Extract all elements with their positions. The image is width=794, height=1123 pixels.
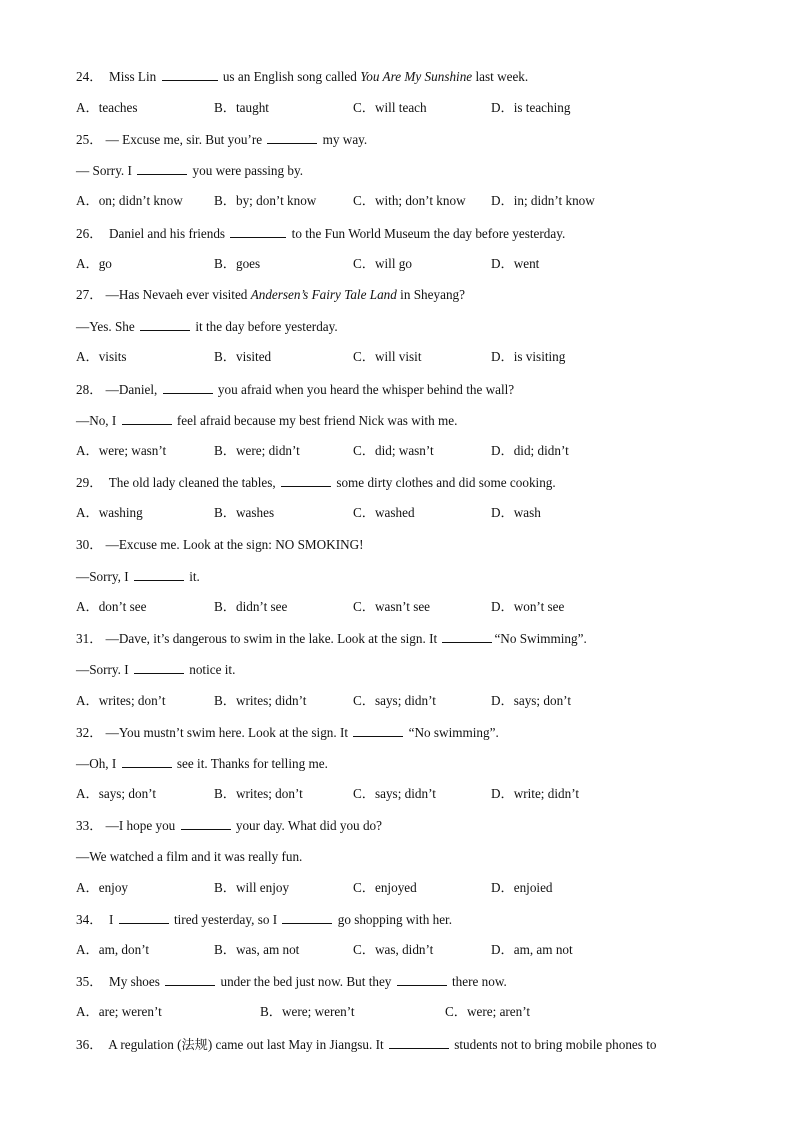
answer-blank — [119, 911, 169, 924]
answer-blank — [442, 630, 492, 643]
question-text: feel afraid because my best friend Nick was with me. — [176, 413, 458, 428]
question-text: —You mustn’t swim here. Look at the sign. It — [105, 725, 349, 740]
question-text: —Oh, I — [76, 756, 117, 771]
option-a: A．go — [76, 256, 112, 271]
question-28-reply — [76, 412, 457, 429]
option-a: A．visits — [76, 349, 127, 364]
option-a: A．am, don’t — [76, 942, 150, 957]
question-28 — [76, 381, 514, 398]
option-c: C．will teach — [353, 100, 427, 115]
option-b: B．writes; didn’t — [214, 693, 307, 708]
option-d: D．won’t see — [491, 599, 565, 614]
answer-blank — [122, 412, 172, 425]
option-c: C．did; wasn’t — [353, 443, 434, 458]
option-a: A．don’t see — [76, 599, 147, 614]
question-text: —Sorry. I — [76, 662, 129, 677]
answer-blank — [281, 474, 331, 487]
option-d: D．says; don’t — [491, 693, 571, 708]
option-b: B．writes; don’t — [214, 786, 303, 801]
answer-blank — [165, 973, 215, 986]
option-c: C．enjoyed — [353, 880, 417, 895]
question-number: 31． — [76, 631, 103, 646]
question-number: 32． — [76, 725, 103, 740]
question-text: go shopping with her. — [337, 912, 453, 927]
question-text: — Sorry. I — [76, 163, 132, 178]
answer-blank — [163, 381, 213, 394]
question-number: 25． — [76, 132, 103, 147]
answer-blank — [140, 318, 190, 331]
option-c: C．says; didn’t — [353, 693, 436, 708]
question-text: A regulation (法规) came out last May in Jiangsu. It — [108, 1037, 384, 1052]
question-25-reply — [76, 162, 303, 179]
answer-blank — [397, 973, 447, 986]
question-32-reply — [76, 755, 328, 772]
question-number: 28． — [76, 382, 103, 397]
question-31-reply — [76, 661, 235, 678]
question-text: it. — [189, 569, 200, 584]
option-d: D．is visiting — [491, 349, 566, 364]
question-number: 35． — [76, 974, 103, 989]
question-text: —No, I — [76, 413, 117, 428]
option-a: A．says; don’t — [76, 786, 156, 801]
question-text: notice it. — [189, 662, 236, 677]
option-a: A．on; didn’t know — [76, 193, 183, 208]
option-b: B．didn’t see — [214, 599, 288, 614]
question-number: 24． — [76, 69, 103, 84]
question-text: —Excuse me. Look at the sign: NO SMOKING! — [105, 537, 364, 552]
question-text: Daniel and his friends — [108, 226, 226, 241]
question-31 — [76, 630, 587, 647]
question-text: it the day before yesterday. — [195, 319, 338, 334]
question-text: last week. — [475, 69, 529, 84]
option-b: B．goes — [214, 256, 261, 271]
question-24 — [76, 68, 528, 85]
question-33 — [76, 817, 382, 834]
answer-blank — [134, 661, 184, 674]
option-d: D．am, am not — [491, 942, 573, 957]
question-text: “No swimming”. — [408, 725, 499, 740]
question-text: —Dave, it’s dangerous to swim in the lake. Look at the sign. It — [105, 631, 438, 646]
question-text: —We watched a film and it was really fun. — [76, 849, 303, 864]
question-text: —Daniel, — [105, 382, 158, 397]
option-b: B．visited — [214, 349, 272, 364]
question-text: see it. Thanks for telling me. — [176, 756, 328, 771]
question-27-reply — [76, 318, 338, 335]
question-text: there now. — [452, 974, 507, 989]
question-text: to the Fun World Museum the day before yesterday. — [291, 226, 566, 241]
option-a: A．writes; don’t — [76, 693, 166, 708]
question-34 — [76, 911, 452, 928]
question-text: us an English song called — [222, 69, 357, 84]
option-b: B．washes — [214, 505, 275, 520]
question-text: “No Swimming”. — [494, 631, 587, 646]
question-text: —Has Nevaeh ever visited — [105, 287, 248, 302]
option-a: A．enjoy — [76, 880, 129, 895]
option-d: D．went — [491, 256, 540, 271]
option-c: C．with; don’t know — [353, 193, 466, 208]
question-text: — Excuse me, sir. But you’re — [105, 132, 263, 147]
option-b: B．were; didn’t — [214, 443, 300, 458]
question-32 — [76, 724, 499, 741]
question-text: you afraid when you heard the whisper behind the wall? — [217, 382, 515, 397]
question-33-reply — [76, 849, 302, 865]
option-d: D．did; didn’t — [491, 443, 569, 458]
question-text: The old lady cleaned the tables, — [108, 475, 276, 490]
question-number: 34． — [76, 912, 103, 927]
question-text: tired yesterday, so I — [173, 912, 278, 927]
question-25 — [76, 131, 367, 148]
question-text: students not to bring mobile phones to — [454, 1037, 657, 1052]
answer-blank — [181, 817, 231, 830]
option-a: A．washing — [76, 505, 143, 520]
answer-blank — [122, 755, 172, 768]
question-29 — [76, 474, 556, 491]
question-text: in Sheyang? — [400, 287, 465, 302]
answer-blank — [134, 568, 184, 581]
question-number: 27． — [76, 287, 103, 302]
question-text: —I hope you — [105, 818, 176, 833]
option-c: C．washed — [353, 505, 415, 520]
option-c: C．wasn’t see — [353, 599, 431, 614]
option-b: B．taught — [214, 100, 269, 115]
answer-blank — [353, 724, 403, 737]
question-27 — [76, 287, 465, 303]
question-text: —Yes. She — [76, 319, 135, 334]
question-text: under the bed just now. But they — [220, 974, 392, 989]
answer-blank — [389, 1036, 449, 1049]
option-d: D．enjoied — [491, 880, 553, 895]
question-36 — [76, 1036, 656, 1053]
question-number: 30． — [76, 537, 103, 552]
option-c: C．says; didn’t — [353, 786, 436, 801]
option-c: C．will visit — [353, 349, 422, 364]
option-a: A．were; wasn’t — [76, 443, 167, 458]
option-d: D．is teaching — [491, 100, 571, 115]
question-text: My shoes — [108, 974, 160, 989]
song-title: You Are My Sunshine — [360, 69, 473, 84]
question-number: 29． — [76, 475, 103, 490]
answer-blank — [137, 162, 187, 175]
option-c: C．were; aren’t — [445, 1004, 531, 1019]
question-text: some dirty clothes and did some cooking. — [336, 475, 556, 490]
answer-blank — [282, 911, 332, 924]
option-d: D．wash — [491, 505, 541, 520]
question-text: my way. — [322, 132, 368, 147]
option-b: B．by; don’t know — [214, 193, 317, 208]
answer-blank — [162, 68, 218, 81]
option-b: B．were; weren’t — [260, 1004, 355, 1019]
option-a: A．teaches — [76, 100, 138, 115]
answer-blank — [230, 225, 286, 238]
option-c: C．was, didn’t — [353, 942, 434, 957]
option-b: B．will enjoy — [214, 880, 290, 895]
question-30-reply — [76, 568, 200, 585]
question-number: 36． — [76, 1037, 103, 1052]
question-text: I — [108, 912, 114, 927]
question-number: 26． — [76, 226, 103, 241]
question-35 — [76, 973, 507, 990]
question-30 — [76, 537, 364, 553]
question-text: your day. What did you do? — [235, 818, 382, 833]
answer-blank — [267, 131, 317, 144]
place-name: Andersen’s Fairy Tale Land — [250, 287, 397, 302]
option-c: C．will go — [353, 256, 412, 271]
option-b: B．was, am not — [214, 942, 300, 957]
question-number: 33． — [76, 818, 103, 833]
question-text: you were passing by. — [192, 163, 303, 178]
question-text: —Sorry, I — [76, 569, 129, 584]
option-d: D．in; didn’t know — [491, 193, 595, 208]
option-d: D．write; didn’t — [491, 786, 580, 801]
question-text: Miss Lin — [108, 69, 157, 84]
option-a: A．are; weren’t — [76, 1004, 162, 1019]
question-26 — [76, 225, 565, 242]
